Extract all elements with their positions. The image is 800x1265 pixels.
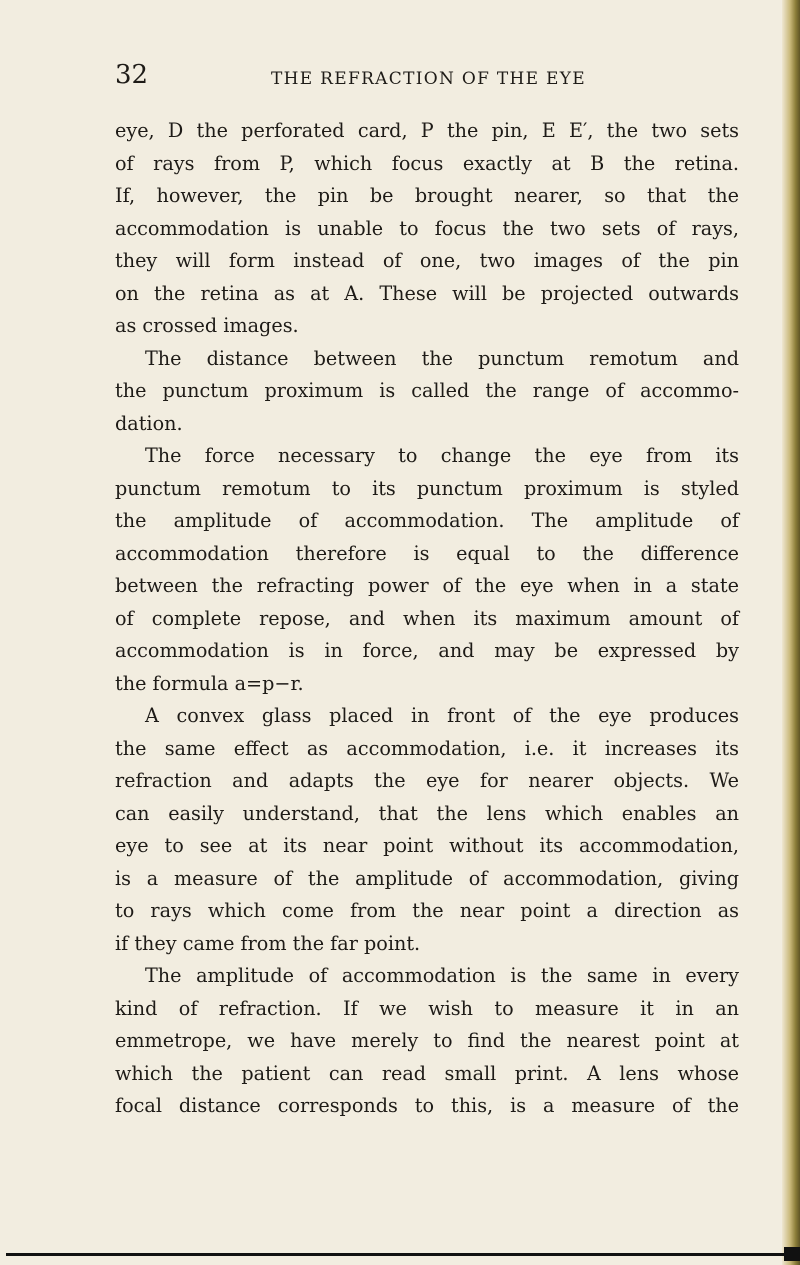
text-line: punctum remotum to its punctum proximum is styled <box>115 476 739 500</box>
text-line: eye to see at its near point without its accommodation, <box>115 834 739 857</box>
text-line: kind of refraction. If we wish to measure it in an <box>115 996 739 1020</box>
text-line: accommodation therefore is equal to the difference <box>115 541 739 565</box>
text-line: between the refracting power of the eye when in a state <box>115 574 739 597</box>
text-line: can easily understand, that the lens which enables an <box>115 801 739 825</box>
text-line: is a measure of the amplitude of accommodation, giving <box>115 866 739 890</box>
corner-mark <box>784 1247 800 1261</box>
text-line: If, however, the pin be brought nearer, so that the <box>115 184 739 207</box>
text-line: they will form instead of one, two images of the pin <box>115 249 739 272</box>
text-line: eye, D the perforated card, P the pin, E E′, the two sets <box>115 119 739 142</box>
text-line: which the patient can read small print. A lens whose <box>115 1061 739 1085</box>
text-line: the formula a=p−r. <box>115 671 304 695</box>
text-line: The force necessary to change the eye from its <box>145 444 739 467</box>
text-line: of rays from P, which focus exactly at B the retina. <box>115 151 739 175</box>
text-line: A convex glass placed in front of the eye produces <box>145 704 739 727</box>
text-line: accommodation is unable to focus the two sets of rays, <box>115 216 739 240</box>
text-line: The amplitude of accommodation is the same in every <box>145 964 739 987</box>
text-line: the amplitude of accommodation. The amplitude of <box>115 509 739 532</box>
text-line: of complete repose, and when its maximum amount of <box>115 606 739 630</box>
running-head: THE REFRACTION OF THE EYE <box>271 69 586 89</box>
text-line: if they came from the far point. <box>115 931 421 955</box>
text-line: The distance between the punctum remotum and <box>145 346 739 370</box>
bottom-rule <box>6 1253 788 1256</box>
page-number: 32 <box>115 60 149 90</box>
text-line: dation. <box>115 411 183 435</box>
text-line: focal distance corresponds to this, is a measure of the <box>115 1094 739 1117</box>
text-body <box>115 115 739 1123</box>
text-line: to rays which come from the near point a direction as <box>115 899 739 922</box>
text-line: the same effect as accommodation, i.e. it increases its <box>115 736 739 760</box>
text-line: as crossed images. <box>115 314 299 337</box>
text-line: emmetrope, we have merely to find the nearest point at <box>115 1029 739 1052</box>
page-edge-shadow <box>782 0 800 1265</box>
page-header <box>115 62 735 92</box>
text-line: the punctum proximum is called the range of accommo- <box>115 379 739 402</box>
text-line: on the retina as at A. These will be projected outwards <box>115 281 739 305</box>
text-line: accommodation is in force, and may be expressed by <box>115 639 739 662</box>
text-line: refraction and adapts the eye for nearer objects. We <box>115 769 739 792</box>
